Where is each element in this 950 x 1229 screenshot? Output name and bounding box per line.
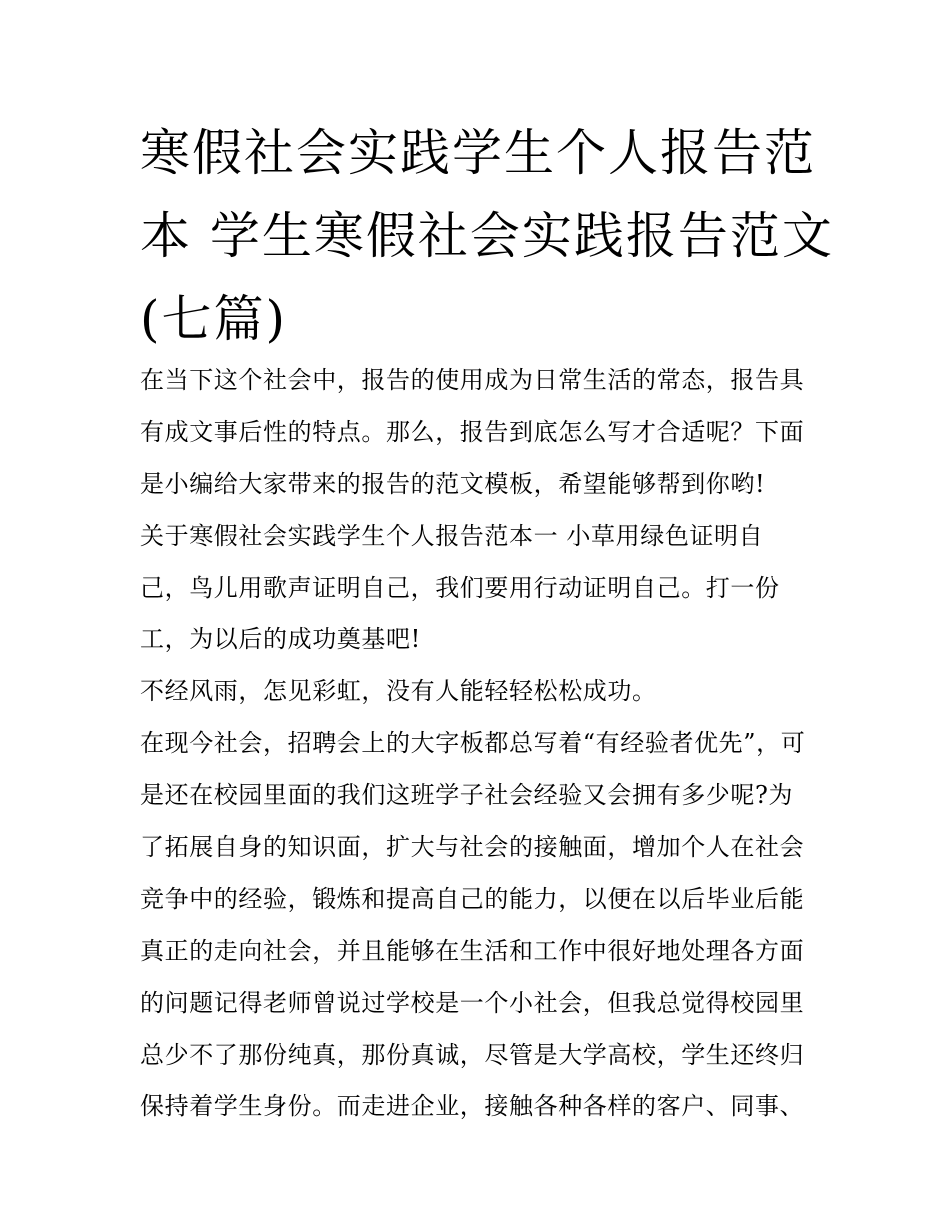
paragraph-line: 不经风雨，怎见彩虹，没有人能轻轻松松成功。 <box>140 677 657 706</box>
title-line: (七篇) <box>140 290 288 348</box>
document-body <box>140 355 830 1133</box>
document-title <box>140 112 834 361</box>
intro-paragraph-line: 是小编给大家带来的报告的范文模板，希望能够帮到你哟! <box>140 469 766 498</box>
paragraph-line: 在现今社会，招聘会上的大字板都总写着“有经验者优先”，可 <box>140 729 806 758</box>
intro-paragraph-line: 有成文事后性的特点。那么，报告到底怎么写才合适呢？下面 <box>140 417 805 446</box>
paragraph-line: 的问题记得老师曾说过学校是一个小社会，但我总觉得校园里 <box>140 988 805 1017</box>
paragraph-line: 是还在校园里面的我们这班学子社会经验又会拥有多少呢?为 <box>140 781 794 810</box>
paragraph-line: 工，为以后的成功奠基吧! <box>140 625 421 654</box>
intro-paragraph-line: 在当下这个社会中，报告的使用成为日常生活的常态，报告具 <box>140 366 805 394</box>
paragraph-line: 真正的走向社会，并且能够在生活和工作中很好地处理各方面 <box>140 936 805 965</box>
paragraph-line: 总少不了那份纯真，那份真诚，尽管是大学高校，学生还终归 <box>140 1040 805 1069</box>
paragraph-line: 保持着学生身份。而走进企业，接触各种各样的客户、同事、 <box>140 1092 805 1121</box>
title-line: 寒假社会实践学生个人报告范 <box>140 124 816 182</box>
title-line: 本 学生寒假社会实践报告范文 <box>140 207 834 265</box>
paragraph-line: 竞争中的经验，锻炼和提高自己的能力，以便在以后毕业后能 <box>140 884 805 913</box>
section-heading-line: 关于寒假社会实践学生个人报告范本一 小草用绿色证明自 <box>140 521 764 550</box>
paragraph-line: 了拓展自身的知识面，扩大与社会的接触面，增加个人在社会 <box>140 833 805 862</box>
paragraph-line: 己，鸟儿用歌声证明自己，我们要用行动证明自己。打一份 <box>140 573 780 602</box>
